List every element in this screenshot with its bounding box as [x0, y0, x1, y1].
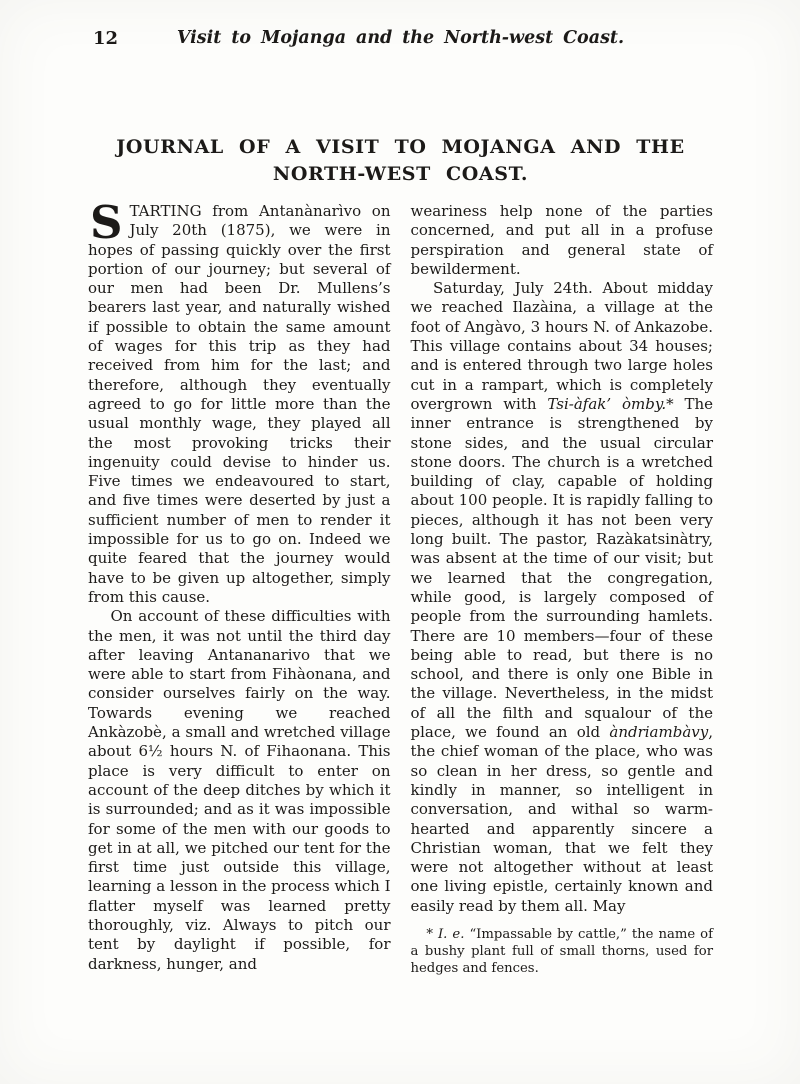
body-text: TARTING from Antanànarìvo on July 20th (1875), we were in hopes of passing quickly over the first portion of our journey; but several of our men had been Dr. Mullens’s bearers last year, and naturally wished if possible to obtain the same amount of wages for this trip as they had received from him for the last; and therefore, although they eventually agreed to go for little more than the usual monthly wage, they played all the most provoking tricks their ingenuity could devise to hinder us. Five times we endeavoured to start, and five times were deserted by just a sufficient number of men to render it impossible for us to go on. Indeed we quite feared that the journey would have to be given up altogether, simply from this cause. [88, 202, 391, 606]
paragraph [411, 279, 714, 916]
body-text: “Impassable by cattle,” the name of a bushy plant full of small thorns, used for hedges and fences. [410, 926, 713, 976]
italic-text: àndriambàvy [609, 723, 709, 742]
body-text: * The inner entrance is strengthened by stone sides, and the usual circular stone doors. The church is a wretched building of clay, capable of holding about 100 people. It is rapidly falling to pieces, although it has not been very long built. The pastor, Razàkatsinàtry, was absent at the time of our visit; but we learned that the congregation, while good, is largely composed of people from the surrounding hamlets. There are 10 members—four of these being able to read, but there is no school, and there is only one Bible in the village. Nevertheless, in the midst of all the filth and squalour of the place, we found an old [410, 394, 713, 742]
drop-cap: S [90, 196, 123, 249]
italic-text: Tsi-àfak’ òmby. [547, 394, 667, 413]
body-text: Saturday, July 24th. About midday we reached Ilazàina, a village at the foot of Angàvo, 3 hours N. of Ankazobe. This village contains about 34 houses; and is entered through two large holes cut in a rampart, which is completely overgrown with [410, 279, 713, 413]
paragraph [411, 202, 714, 279]
body-text: weariness help none of the parties concerned, and put all in a profuse perspiration and general state of bewilderment. [410, 202, 713, 278]
article-title-line1: JOURNAL OF A VISIT TO MOJANGA AND THE [116, 136, 685, 158]
page-header [88, 28, 713, 52]
running-title: Visit to Mojanga and the North-west Coast. [176, 28, 625, 48]
footnote [411, 927, 714, 977]
italic-text: I. e. [437, 926, 465, 942]
paragraph [88, 607, 391, 974]
article-title-line2: NORTH-WEST COAST. [272, 163, 529, 185]
body-text: On account of these difficulties with the men, it was not until the third day after leaving Antananarivo that we were able to start from Fihàonana, and consider ourselves fairly on the way. Towards evening we reached Ankàzobè, a small and wretched village about 6½ hours N. of Fihaonana. This place is very difficult to enter on account of the deep ditches by which it is surrounded; and as it was impossible for some of the men with our goods to get in at all, we pitched our tent for the first time just outside this village, learning a lesson in the process which I flatter myself was learned pretty thoroughly, viz. Always to pitch our tent by daylight if possible, for darkness, hunger, and [88, 607, 391, 973]
body-text: * [426, 926, 438, 942]
article-body [88, 196, 713, 977]
paragraph [88, 196, 391, 607]
right-column [411, 202, 714, 977]
body-text: , the chief woman of the place, who was so clean in her dress, so gentle and kindly in manner, so intelligent in conversation, and withal so warm-hearted and apparently sincere a Christian woman, that we felt they were not altogether without at least one living epistle, certainly known and easily read by them all. May [410, 723, 713, 915]
left-column [88, 196, 391, 977]
page-number: 12 [93, 28, 119, 49]
article-title [88, 134, 713, 188]
